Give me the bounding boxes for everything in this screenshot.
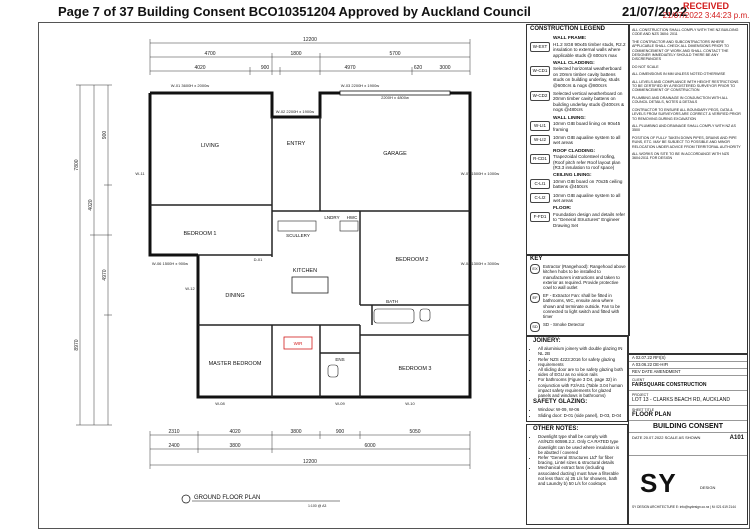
note-item: ALL PLUMBING AND DRAINAGE SHALL COMPLY WITH NZ AS 3500 <box>632 123 736 133</box>
room-lndry: LNDRY <box>324 215 340 220</box>
smoke-detector-icon: SD <box>530 322 540 332</box>
joinery-notes <box>526 336 628 422</box>
legend-text: 10mm GIB aqualine system to all wet areas <box>553 192 621 203</box>
key-text: SD - Smoke Detector <box>543 322 585 328</box>
room-bedroom1: BEDROOM 1 <box>183 231 217 237</box>
dim-top2-e: 3000 <box>439 65 451 71</box>
window-w12: W-12 <box>185 286 195 291</box>
garage-door-size: 2200H x 4800w <box>381 95 409 100</box>
legend-wall-cladding: WALL CLADDING: <box>553 61 595 67</box>
other-item: • Refer "General Structures Ltd" for fiber bracing, Lintel sizes & structural details <box>538 455 624 465</box>
rev-id: REV <box>632 369 641 374</box>
title-block <box>628 354 748 525</box>
legend-text: H1.2 SG8 90x45 timber studs, R2.2 insulation to external walls where applicable studs @ 600crs max <box>553 41 626 58</box>
rev-date: 03.06.22 <box>635 362 653 367</box>
legend-code: W-CD1 <box>530 66 550 76</box>
symbol-key <box>526 254 630 336</box>
legend-ceiling-lining: CEILING LINING: <box>553 173 592 179</box>
legend-code: W-LI1 <box>530 121 550 131</box>
other-item: • Mechanical extract fans (including associated ducting) must have a filterable not less than: a) 25 L/s for showers, bath and Laundry b) 50 L/s for cooktops <box>538 465 624 486</box>
dim-top-c: 5700 <box>389 51 401 57</box>
dim-left-a: 7800 <box>74 159 80 171</box>
drawing-label: SHEET TITLE <box>632 408 655 412</box>
legend-code: R-CD1 <box>530 154 550 164</box>
legend-text: Foundation design and details refer to "General Structures" Engineer Drawing Set <box>553 211 626 228</box>
key-row <box>527 293 629 319</box>
safety-item: • Window: W-09, W-06 <box>538 407 624 412</box>
drawing-title: FLOOR PLAN <box>632 412 671 418</box>
dim-left-c: 4020 <box>88 199 94 211</box>
company-address: SY DESIGN ARCHITECTURE E: info@sydesign.co.nz | M: 021 619 2144 <box>632 505 736 509</box>
project-box <box>629 391 747 406</box>
window-w07: W-07 1500H x 1000w <box>460 171 500 176</box>
window-w02: W-02 2200H x 1900w <box>275 109 315 114</box>
key-text: EF - Extractor Fan: shall be fitted in bathrooms, WC, ensuite area where shown and terminate outside. Fan to be connected to light switch and fitted with timer <box>543 293 621 320</box>
room-hwc: HWC <box>346 215 358 220</box>
floor-plan-title: GROUND FLOOR PLAN <box>194 495 261 501</box>
dim-bottom-overall: 12200 <box>303 459 317 465</box>
legend-row <box>527 154 629 170</box>
rev-date: DATE <box>641 369 653 374</box>
note-item: DO NOT SCALE <box>632 64 659 69</box>
extractor-icon: EX <box>530 264 540 274</box>
legend-text: 10mm GIB board lining on 90x45 framing <box>553 121 621 132</box>
stage-label: BUILDING CONSENT <box>629 421 747 433</box>
window-w08: W-08 <box>215 401 225 406</box>
window-w04: W-04 1300H x 3000w <box>460 261 500 266</box>
sheet-number: A101 <box>729 435 744 441</box>
bath-toilet <box>420 309 430 321</box>
joinery-item: • For bathrooms (Figure 3 D4, page 32) in conjunction with F2/AS1 (Table 3.04 human impact safety requirements for glazed panels and windows in bathrooms) <box>538 377 624 398</box>
dim-bottom-e: 5050 <box>409 429 421 435</box>
key-row <box>527 264 629 290</box>
joinery-item: • All aluminium joinery with double glazing IN NL 2B <box>538 346 624 356</box>
fan-icon: EF <box>530 293 540 303</box>
room-bedroom3: BEDROOM 3 <box>398 366 432 372</box>
client-name: FAIRSQUARE CONSTRUCTION <box>632 382 707 388</box>
legend-text: Trapezoidal Colorsteel roofing, (Roof pitch refer Roof layout plan (R3.3 insulation to roof space) <box>553 154 621 170</box>
other-notes-title: OTHER NOTES: <box>533 426 579 432</box>
legend-wall-lining: WALL LINING: <box>553 115 586 121</box>
key-title: KEY <box>530 256 543 262</box>
legend-row <box>527 212 629 228</box>
dim-bottom-d: 900 <box>335 429 345 435</box>
legend-code: F-FD1 <box>530 212 550 222</box>
legend-row <box>527 135 629 146</box>
meta-text: DATE 20.07.2022 SCALE AS SHOWN <box>632 435 701 440</box>
drawing-title-box <box>629 406 747 421</box>
legend-code: W-EXT <box>530 42 550 52</box>
bath-tub <box>374 309 414 323</box>
dim-top2-d: 620 <box>413 65 423 71</box>
note-item: THE CONTRACTOR AND SUBCONTRACTORS WHERE APPLICABLE SHALL CHECK ALL DIMENSIONS PRIOR TO COMMENCEMENT OF WORK AND SHALL CONTACT THE DESIGNER IMMEDIATELY SHOULD THERE BE ANY DISCREPANCIES <box>632 39 729 62</box>
note-item: ALL CONSTRUCTION SHALL COMPLY WITH THE NZ BUILDING CODE AND NZS 3604: 2011 <box>632 28 739 37</box>
scullery-bench <box>278 221 316 231</box>
dim-left-d: 900 <box>102 130 108 140</box>
key-row <box>527 322 629 330</box>
key-text: Extractor (Rangehood): Rangehood above kitchen hobs to be installed to manufacturers instructions and taken to exterior as required. Provide protective cowl to wall outlet <box>543 264 626 291</box>
legend-row <box>527 42 629 58</box>
room-bedroom2: BEDROOM 2 <box>395 257 429 263</box>
plan-marker-icon <box>182 495 190 503</box>
legend-code: C-LI1 <box>530 179 550 189</box>
joinery-title: JOINERY: <box>533 338 561 344</box>
dim-left-e: 4970 <box>102 269 108 281</box>
dim-bottom2-c: 6000 <box>364 443 376 449</box>
legend-text: 10mm GIB aqualine system to all wet areas <box>553 134 621 146</box>
other-notes <box>526 424 628 525</box>
ens-toilet <box>328 365 338 377</box>
page-title: Page 7 of 37 Building Consent BCO10351204 Approved by Auckland Council <box>58 4 531 19</box>
received-stamp <box>662 2 750 22</box>
room-scullery: SCULLERY <box>286 233 310 238</box>
client-box <box>629 376 747 391</box>
dim-left-b: 8970 <box>74 339 80 351</box>
note-item: PLUMBING AND DRAINAGE IN CONJUNCTION WITH ALL COUNCIL DETAILS, NOTES & DETAILS <box>632 95 728 105</box>
legend-row <box>527 66 629 88</box>
stamp-received: RECEIVED <box>682 1 729 11</box>
safety-item: • Sliding door: D-01 (side panel), D-03, D-04 <box>538 413 624 418</box>
joinery-item: • Refer NZS 4223:2016 for safety glazing requirements <box>538 357 624 367</box>
legend-code: C-LI2 <box>530 193 550 203</box>
legend-wall-frame: WALL FRAME: <box>553 36 587 42</box>
room-wir: WIR <box>293 341 303 346</box>
legend-text: 10mm GIB board on 70x35 ceiling battens @450crs <box>553 178 623 190</box>
dim-bottom-b: 4020 <box>229 429 241 435</box>
window-w03: W-03 2200H x 1900w <box>340 83 380 88</box>
rev-id: A <box>632 355 635 360</box>
floor-plan <box>40 25 528 525</box>
rev-desc: AMENDMENT <box>653 369 681 374</box>
legend-title: CONSTRUCTION LEGEND <box>530 26 605 32</box>
room-bath: BATH <box>386 299 398 304</box>
general-notes <box>628 24 748 354</box>
room-master: MASTER BEDROOM <box>208 361 262 367</box>
note-item: POSITION OF FULLY TAKEN DOWN PIPES, DRAINS AND PIPE RUNS, ETC. MAY BE SUBJECT TO POSSIBLE AND MINOR RELOCATION UNDER ADVICE FROM TERRITORIAL AUTHORITY <box>632 135 741 149</box>
other-item: • Downlight type shall be comply with AS/NZS 60598.2.2. Only CA RATED type downlight can be used where insulation is be abutted / covered <box>538 434 624 455</box>
note-item: CONTRACTOR TO ENSURE ALL BOUNDARY PEGS, DATA & LEVELS FROM SURVEYORS ARE CORRECT & VERIFIED PRIOR TO REMOVING DURING EXCAVATION <box>632 107 741 121</box>
legend-row <box>527 91 629 113</box>
window-w10: W-10 <box>405 401 415 406</box>
client-label: CLIENT <box>632 378 645 382</box>
page-header <box>0 0 750 22</box>
legend-code: W-CD2 <box>530 91 550 101</box>
legend-text: Selected horizontal weatherboard on 20mm timber cavity battens studs on building underlay, studs @600crs & nogs @800crs <box>553 66 622 88</box>
dim-top2-b: 900 <box>260 65 270 71</box>
kitchen-island <box>292 277 328 293</box>
rev-desc: DE-HIFI <box>653 362 669 367</box>
meta-box <box>629 433 747 456</box>
dim-top2-c: 4970 <box>344 65 356 71</box>
company-logo-sub: DESIGN <box>700 485 716 490</box>
dim-bottom2-b: 3800 <box>229 443 241 449</box>
window-w01: W-01 3600H x 2000w <box>170 83 210 88</box>
exterior-walls <box>150 93 470 397</box>
note-item: ALL WORKS ON SITE TO BE IN ACCORDANCE WITH NZS 3604:2011 FOR DESIGN <box>632 151 730 161</box>
header-date: 21/07/2022 <box>622 4 688 19</box>
rev-desc: RFI(S) <box>653 355 666 360</box>
dim-bottom-c: 3800 <box>290 429 302 435</box>
stamp-datetime: 21/07/2022 3:44:23 p.m. <box>662 11 750 20</box>
safety-glazing-title: SAFETY GLAZING: <box>533 399 588 406</box>
dim-bottom2-a: 2400 <box>168 443 180 449</box>
construction-legend <box>526 24 630 256</box>
room-dining: DINING <box>225 293 245 299</box>
room-ens: ENS <box>335 357 345 362</box>
room-kitchen: KITCHEN <box>292 268 318 274</box>
floor-plan-scale: 1:100 @ A3 <box>308 504 327 508</box>
joinery-item: • All sliding door are to be safety glazing both sides of EGU as no vision rails <box>538 367 624 377</box>
legend-row <box>527 121 629 132</box>
note-item: ALL LEVELS AND COMPLIANCE WITH HEIGHT RESTRICTIONS TO BE CERTIFIED BY A REGISTERED SURVEYOR PRIOR TO COMMENCEMENT OF CONSTRUCTION <box>632 79 739 93</box>
room-entry: ENTRY <box>286 141 306 147</box>
dim-top-overall: 12200 <box>303 37 317 43</box>
revision-header <box>629 369 747 376</box>
room-living: LIVING <box>200 143 220 149</box>
window-w09: W-09 <box>335 401 345 406</box>
laundry-tub <box>340 221 358 231</box>
revision-row <box>629 355 747 362</box>
project-label: PROJECT <box>632 393 649 397</box>
window-w06: W-06 1500H x 900w <box>151 261 189 266</box>
room-garage: GARAGE <box>383 151 407 157</box>
revision-row <box>629 362 747 369</box>
legend-roof-cladding: ROOF CLADDING: <box>553 148 596 154</box>
company-logo: SY <box>640 468 677 498</box>
legend-floor: FLOOR: <box>553 206 572 212</box>
dim-bottom-a: 2310 <box>168 429 180 435</box>
door-d01: D-01 <box>253 257 263 262</box>
rev-date: 02.07.22 <box>635 355 653 360</box>
dim-top-a: 4700 <box>204 51 216 57</box>
legend-text: Selected vertical weatherboard on 20mm timber cavity battens on building underlay studs @400crs & nogs @480crs <box>553 91 625 113</box>
legend-code: W-LI2 <box>530 135 550 145</box>
legend-row <box>527 193 629 204</box>
dim-top2-a: 4020 <box>194 65 206 71</box>
window-w11: W-11 <box>135 171 145 176</box>
rev-id: A <box>632 362 635 367</box>
legend-row <box>527 179 629 190</box>
dim-top-b: 1800 <box>290 51 302 57</box>
note-item: ALL DIMENSIONS IN MM UNLESS NOTED OTHERWISE <box>632 72 726 77</box>
project-name: LOT 13 - CLARKS BEACH RD, AUCKLAND <box>632 397 730 403</box>
